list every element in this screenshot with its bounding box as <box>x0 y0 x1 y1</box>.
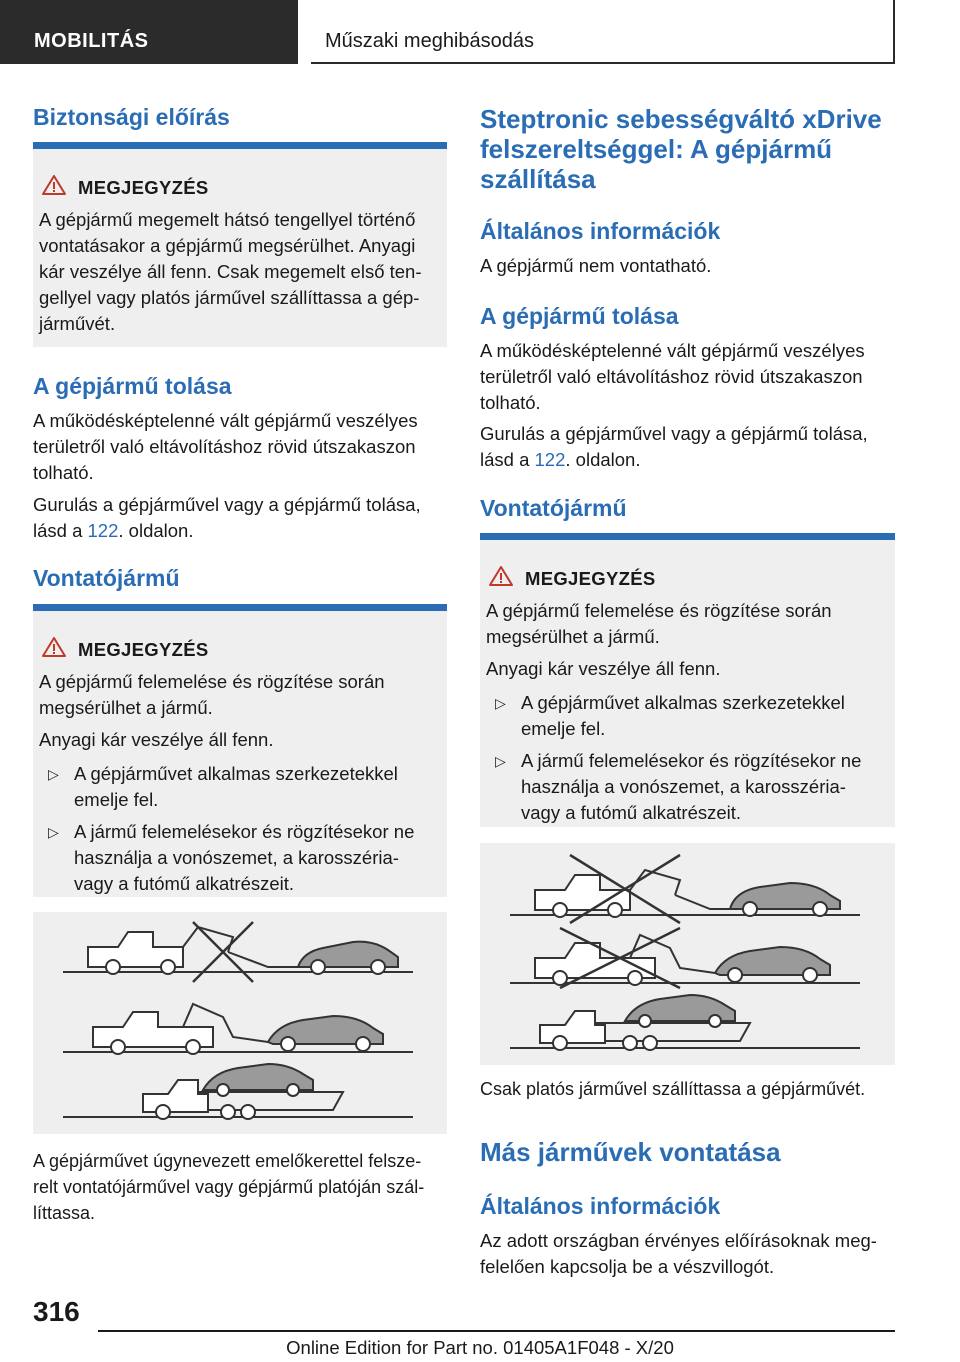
bullet-triangle-icon: ▷ <box>495 753 506 769</box>
reference-text: Gurulás a gépjárművel vagy a gépjármű tolása, lásd a 122. oldalon. <box>480 423 868 470</box>
warning-triangle-icon <box>41 174 67 196</box>
tow-vehicle-heading: Vontatójármű <box>480 495 627 521</box>
tow-truck-drawing <box>480 843 895 1065</box>
chapter-title: Műszaki meghibásodás <box>325 30 534 52</box>
bullet-triangle-icon: ▷ <box>495 695 506 711</box>
note-box-tow-vehicle <box>480 533 895 827</box>
chapter-tab <box>311 0 895 64</box>
towing-text <box>33 408 447 486</box>
note-bullet: A gépjárművet alkalmas szerkezetekkel emelje fel. <box>74 763 398 810</box>
note-line: megsérülhet a jármű. <box>39 697 213 718</box>
page-link[interactable]: 122 <box>87 520 119 541</box>
general-info-text-2: Az adott országban érvényes előírásoknak meg- felelően kapcsolja be a vészvillogót. <box>480 1230 877 1277</box>
note-title: MEGJEGYZÉS <box>78 639 209 660</box>
text-line: területről való eltávolításhoz rövid útszakaszon <box>33 436 416 457</box>
general-info-heading: Általános információk <box>480 218 721 244</box>
general-info-heading-2: Általános információk <box>480 1193 721 1219</box>
text-line: lásd a 122. oldalon. <box>33 520 194 541</box>
general-info-text: A gépjármű nem vontatható. <box>480 255 712 276</box>
other-vehicles-heading: Más járművek vontatása <box>480 1137 781 1167</box>
note-line: kár veszélye áll fenn. Csak megemelt első ten- <box>39 261 422 282</box>
page-link[interactable]: 122 <box>534 449 566 470</box>
note-line: vontatásakor a gépjármű megsérülhet. Anyagi <box>39 235 416 256</box>
towing-text: A működésképtelenné vált gépjármű veszélyes területről való eltávolításhoz rövid útszakaszon tolható. <box>480 340 865 413</box>
note-body <box>39 207 444 337</box>
note-line: A gépjármű megemelt hátsó tengellyel történő <box>39 209 416 230</box>
note-body <box>39 669 444 753</box>
note-line: gellyel vagy platós járművel szállíttassa a gép- <box>39 287 420 308</box>
warning-triangle-icon <box>41 636 67 658</box>
note-box-tow-vehicle <box>33 604 447 897</box>
illustration-caption: Csak platós járművel szállíttassa a gépjárművét. <box>480 1079 866 1099</box>
footer-divider <box>98 1330 895 1332</box>
note-line: Anyagi kár veszélye áll fenn. <box>39 729 274 750</box>
text-line: A működésképtelenné vált gépjármű veszélyes <box>33 410 418 431</box>
towing-illustration <box>33 912 447 1134</box>
tow-vehicle-heading: Vontatójármű <box>33 565 180 591</box>
note-line: A gépjármű felemelése és rögzítése során <box>39 671 385 692</box>
note-bullet: A gépjárművet alkalmas szerkezetekkel emelje fel. <box>521 692 845 739</box>
tow-truck-drawing <box>33 912 447 1134</box>
note-bullet: A jármű felemelésekor és rögzítésekor ne használja a vonószemet, a karosszéria- vagy a futómű alkatrészeit. <box>521 750 862 823</box>
illustration-caption: A gépjárművet úgynevezett emelőkerettel felsze- relt vontatójárművel vagy gépjármű platóján szál- líttassa. <box>33 1151 425 1223</box>
note-title: MEGJEGYZÉS <box>525 568 656 589</box>
bullet-triangle-icon: ▷ <box>48 766 59 782</box>
section-title: MOBILITÁS <box>34 30 149 52</box>
towing-illustration <box>480 843 895 1065</box>
note-body: A gépjármű felemelése és rögzítése során megsérülhet a jármű. Anyagi kár veszélye áll fenn. <box>486 600 832 679</box>
note-bullet: A jármű felemelésekor és rögzítésekor ne használja a vonószemet, a karosszéria- vagy a futómű alkatrészeit. <box>74 821 415 894</box>
towing-heading: A gépjármű tolása <box>33 373 232 399</box>
text-line: tolható. <box>33 462 94 483</box>
note-title: MEGJEGYZÉS <box>78 177 209 198</box>
footer-text: Online Edition for Part no. 01405A1F048 - X/20 <box>286 1337 674 1358</box>
page-number: 316 <box>33 1296 80 1327</box>
section-tab <box>0 0 298 64</box>
main-heading: Steptronic sebességváltó xDrive felszereltséggel: A gépjármű szállítása <box>480 104 882 194</box>
towing-heading: A gépjármű tolása <box>480 303 679 329</box>
note-box-safety <box>33 142 447 347</box>
warning-triangle-icon <box>488 565 514 587</box>
safety-heading: Biztonsági előírás <box>33 104 230 130</box>
bullet-triangle-icon: ▷ <box>48 824 59 840</box>
note-line: járművét. <box>39 313 116 334</box>
text-line: Gurulás a gépjárművel vagy a gépjármű tolása, <box>33 494 421 515</box>
reference-text <box>33 492 447 544</box>
